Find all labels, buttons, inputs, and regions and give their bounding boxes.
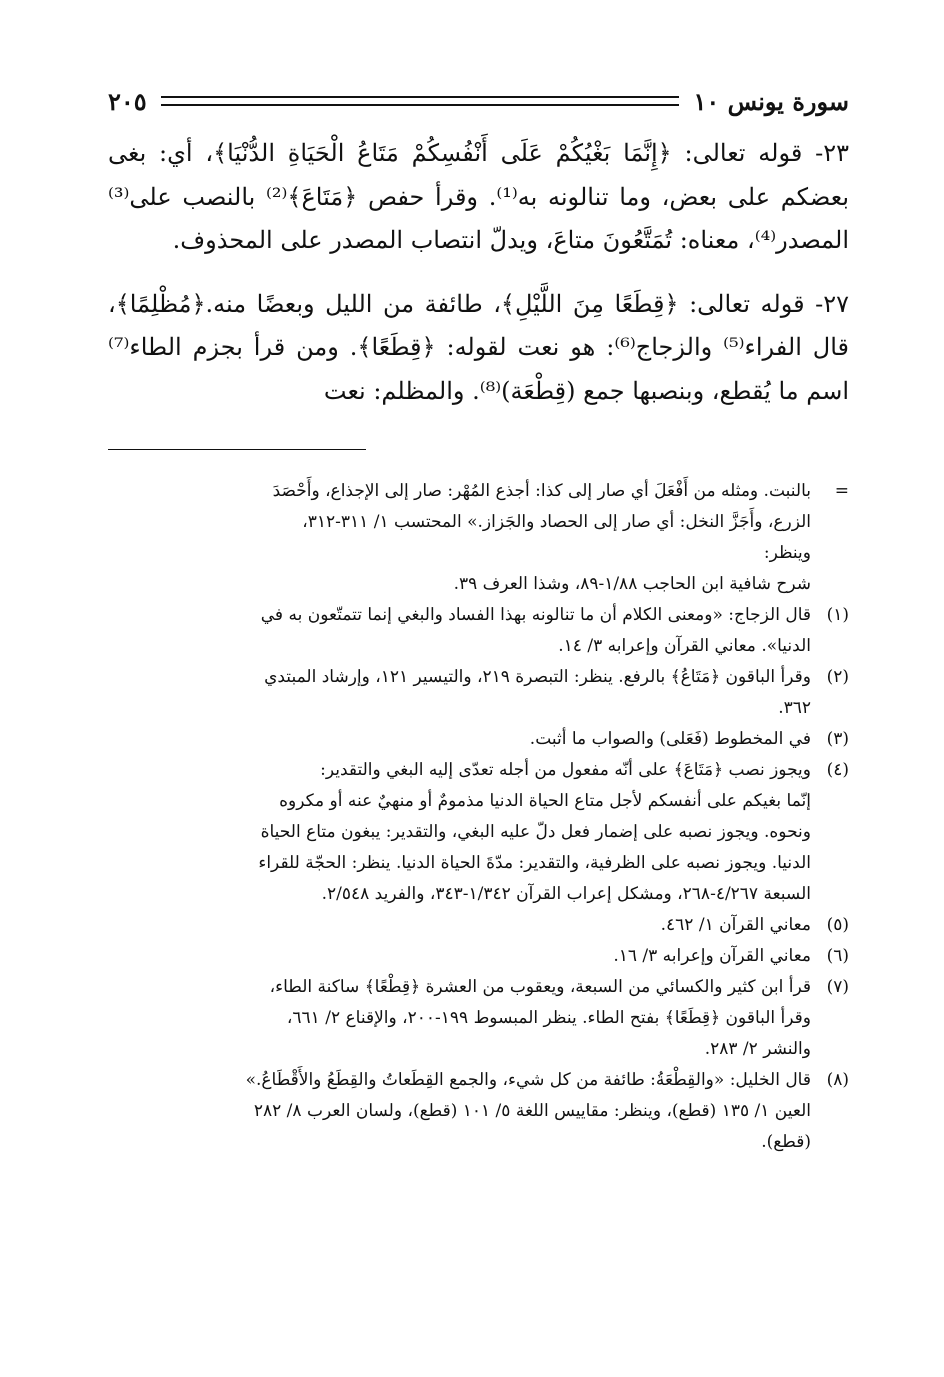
footnote-line: شرح شافية ابن الحاجب ١/٨٨-٨٩، وشذا العرف ٣٩. [453, 574, 811, 594]
footnote-line: الدنيا». معاني القرآن وإعرابه ٣/ ١٤. [558, 636, 811, 656]
footnote-line: الدنيا. ويجوز نصبه على الظرفية، والتقدير: مدّةَ الحياة الدنيا. ينظر: الحجّة للقراء [258, 853, 811, 873]
footnote [108, 972, 849, 1065]
footnote-text [108, 724, 811, 755]
footnote-line: والنشر ٢/ ٢٨٣. [704, 1039, 811, 1059]
footnote [108, 941, 849, 972]
header-double-rule [161, 96, 680, 106]
footnote-line: السبعة ٤/٢٦٧-٢٦٨، ومشكل إعراب القرآن ١/٣٤٢-٣٤٣، والفريد ٢/٥٤٨. [321, 884, 811, 904]
footnote [108, 662, 849, 724]
footnote-line: معاني القرآن ١/ ٤٦٢. [660, 915, 811, 935]
main-text [108, 132, 849, 413]
footnote [108, 724, 849, 755]
footnote-line: العين ١/ ١٣٥ (قطع)، وينظر: مقاييس اللغة ٥/ ١٠١ (قطع)، ولسان العرب ٨/ ٢٨٢ [253, 1101, 811, 1121]
paragraph-verse-27: ٢٧- قوله تعالى: ﴿قِطَعًا مِنَ اللَّيْلِ﴾، طائفة من الليل وبعضًا منه.﴿مُظْلِمًا﴾، قال الفراء⁽⁵⁾ والزجاج⁽⁶⁾: هو نعت لقوله: ﴿قِطَعًا﴾. ومن قرأ بجزم الطاء⁽⁷⁾ اسم ما يُقطع، وبنصبها جمع (قِطْعَة)⁽⁸⁾. والمظلم: نعت [108, 289, 850, 405]
footnote-marker: = [834, 481, 849, 501]
footnote-line: ويجوز نصب ﴿مَتَاعَ﴾ على أنّه مفعول من أجله تعدّى إليه البغي والتقدير: [320, 760, 811, 780]
footnote-text [108, 941, 811, 972]
footnotes [108, 476, 849, 1158]
footnote-marker: (١) [826, 605, 849, 625]
page [108, 80, 849, 1158]
footnote-line: بالنبت. ومثله من أَفْعَلَ أي صار إلى كذا: أجذع المُهْر: صار إلى الإجذاع، وأَحْصَدَ [272, 481, 811, 501]
footnote [108, 476, 849, 600]
footnote-marker: (٧) [826, 977, 849, 997]
footnote-line: قرأ ابن كثير والكسائي من السبعة، ويعقوب من العشرة ﴿قِطْعًا﴾ ساكنة الطاء، [269, 977, 811, 997]
paragraph-verse-23: ٢٣- قوله تعالى: ﴿إِنَّمَا بَغْيُكُمْ عَلَى أَنْفُسِكُمْ مَتَاعُ الْحَيَاةِ الدُّنْيَا﴾، أي: بغى بعضكم على بعض، وما تنالونه به⁽¹⁾. وقرأ حفص ﴿مَتَاعَ﴾⁽²⁾ بالنصب على⁽³⁾ المصدر⁽⁴⁾، معناه: تُمَتَّعُونَ متاعَ، ويدلّ انتصاب المصدر على المحذوف. [108, 139, 850, 254]
footnote-line: (قطع). [761, 1132, 811, 1152]
footnote-line: قال الخليل: «والقِطْعَةُ: طائفة من كل شيء، والجمع القِطَعاتُ والقِطَعُ والأَقْطَاعُ.» [245, 1070, 811, 1090]
running-header [108, 80, 849, 122]
page-number: ٢٠٥ [108, 86, 147, 116]
footnote-text [108, 755, 811, 910]
footnote-line: ٣٦٢. [778, 698, 811, 718]
surah-title: سورة يونس ١٠ [693, 86, 849, 116]
footnote [108, 600, 849, 662]
footnote [108, 755, 849, 910]
footnote-marker: (٣) [826, 729, 849, 749]
footnote-line: قال الزجاج: «ومعنى الكلام أن ما تنالونه بهذا الفساد والبغي إنما تتمتّعون به في [260, 605, 811, 625]
footnote-text [108, 910, 811, 941]
footnote-marker: (٦) [826, 946, 849, 966]
footnote-separator [108, 449, 366, 450]
footnote-marker: (٥) [826, 915, 849, 935]
footnote-line: إنّما بغيكم على أنفسكم لأجل متاع الحياة الدنيا مذمومٌ أو منهيٌ عنه أو مكروه [279, 791, 811, 811]
footnote-line: وقرأ الباقون ﴿مَتَاعُ﴾ بالرفع. ينظر: التبصرة ٢١٩، والتيسير ١٢١، وإرشاد المبتدي [264, 667, 811, 687]
footnote-line: ونحوه. ويجوز نصبه على إضمار فعل دلّ عليه البغي، والتقدير: يبغون متاع الحياة [260, 822, 811, 842]
footnote-marker: (٨) [826, 1070, 849, 1090]
footnote-text [108, 600, 811, 662]
footnote-line: وينظر: [763, 543, 811, 563]
footnote-line: معاني القرآن وإعرابه ٣/ ١٦. [613, 946, 811, 966]
footnote-marker: (٢) [826, 667, 849, 687]
footnote [108, 1065, 849, 1158]
footnote-line: في المخطوط (فَعَلى) والصواب ما أثبت. [529, 729, 811, 749]
footnote-marker: (٤) [826, 760, 849, 780]
footnote-text [108, 476, 811, 600]
footnote-line: وقرأ الباقون ﴿قِطَعًا﴾ بفتح الطاء. ينظر المبسوط ١٩٩-٢٠٠، والإقناع ٢/ ٦٦١، [286, 1008, 811, 1028]
footnote [108, 910, 849, 941]
footnote-text [108, 1065, 811, 1158]
footnote-text [108, 972, 811, 1065]
footnote-text [108, 662, 811, 724]
footnote-line: الزرع، وأَجَزَّ النخل: أي صار إلى الحصاد والجَزاز.» المحتسب ١/ ٣١١-٣١٢، [302, 512, 811, 532]
